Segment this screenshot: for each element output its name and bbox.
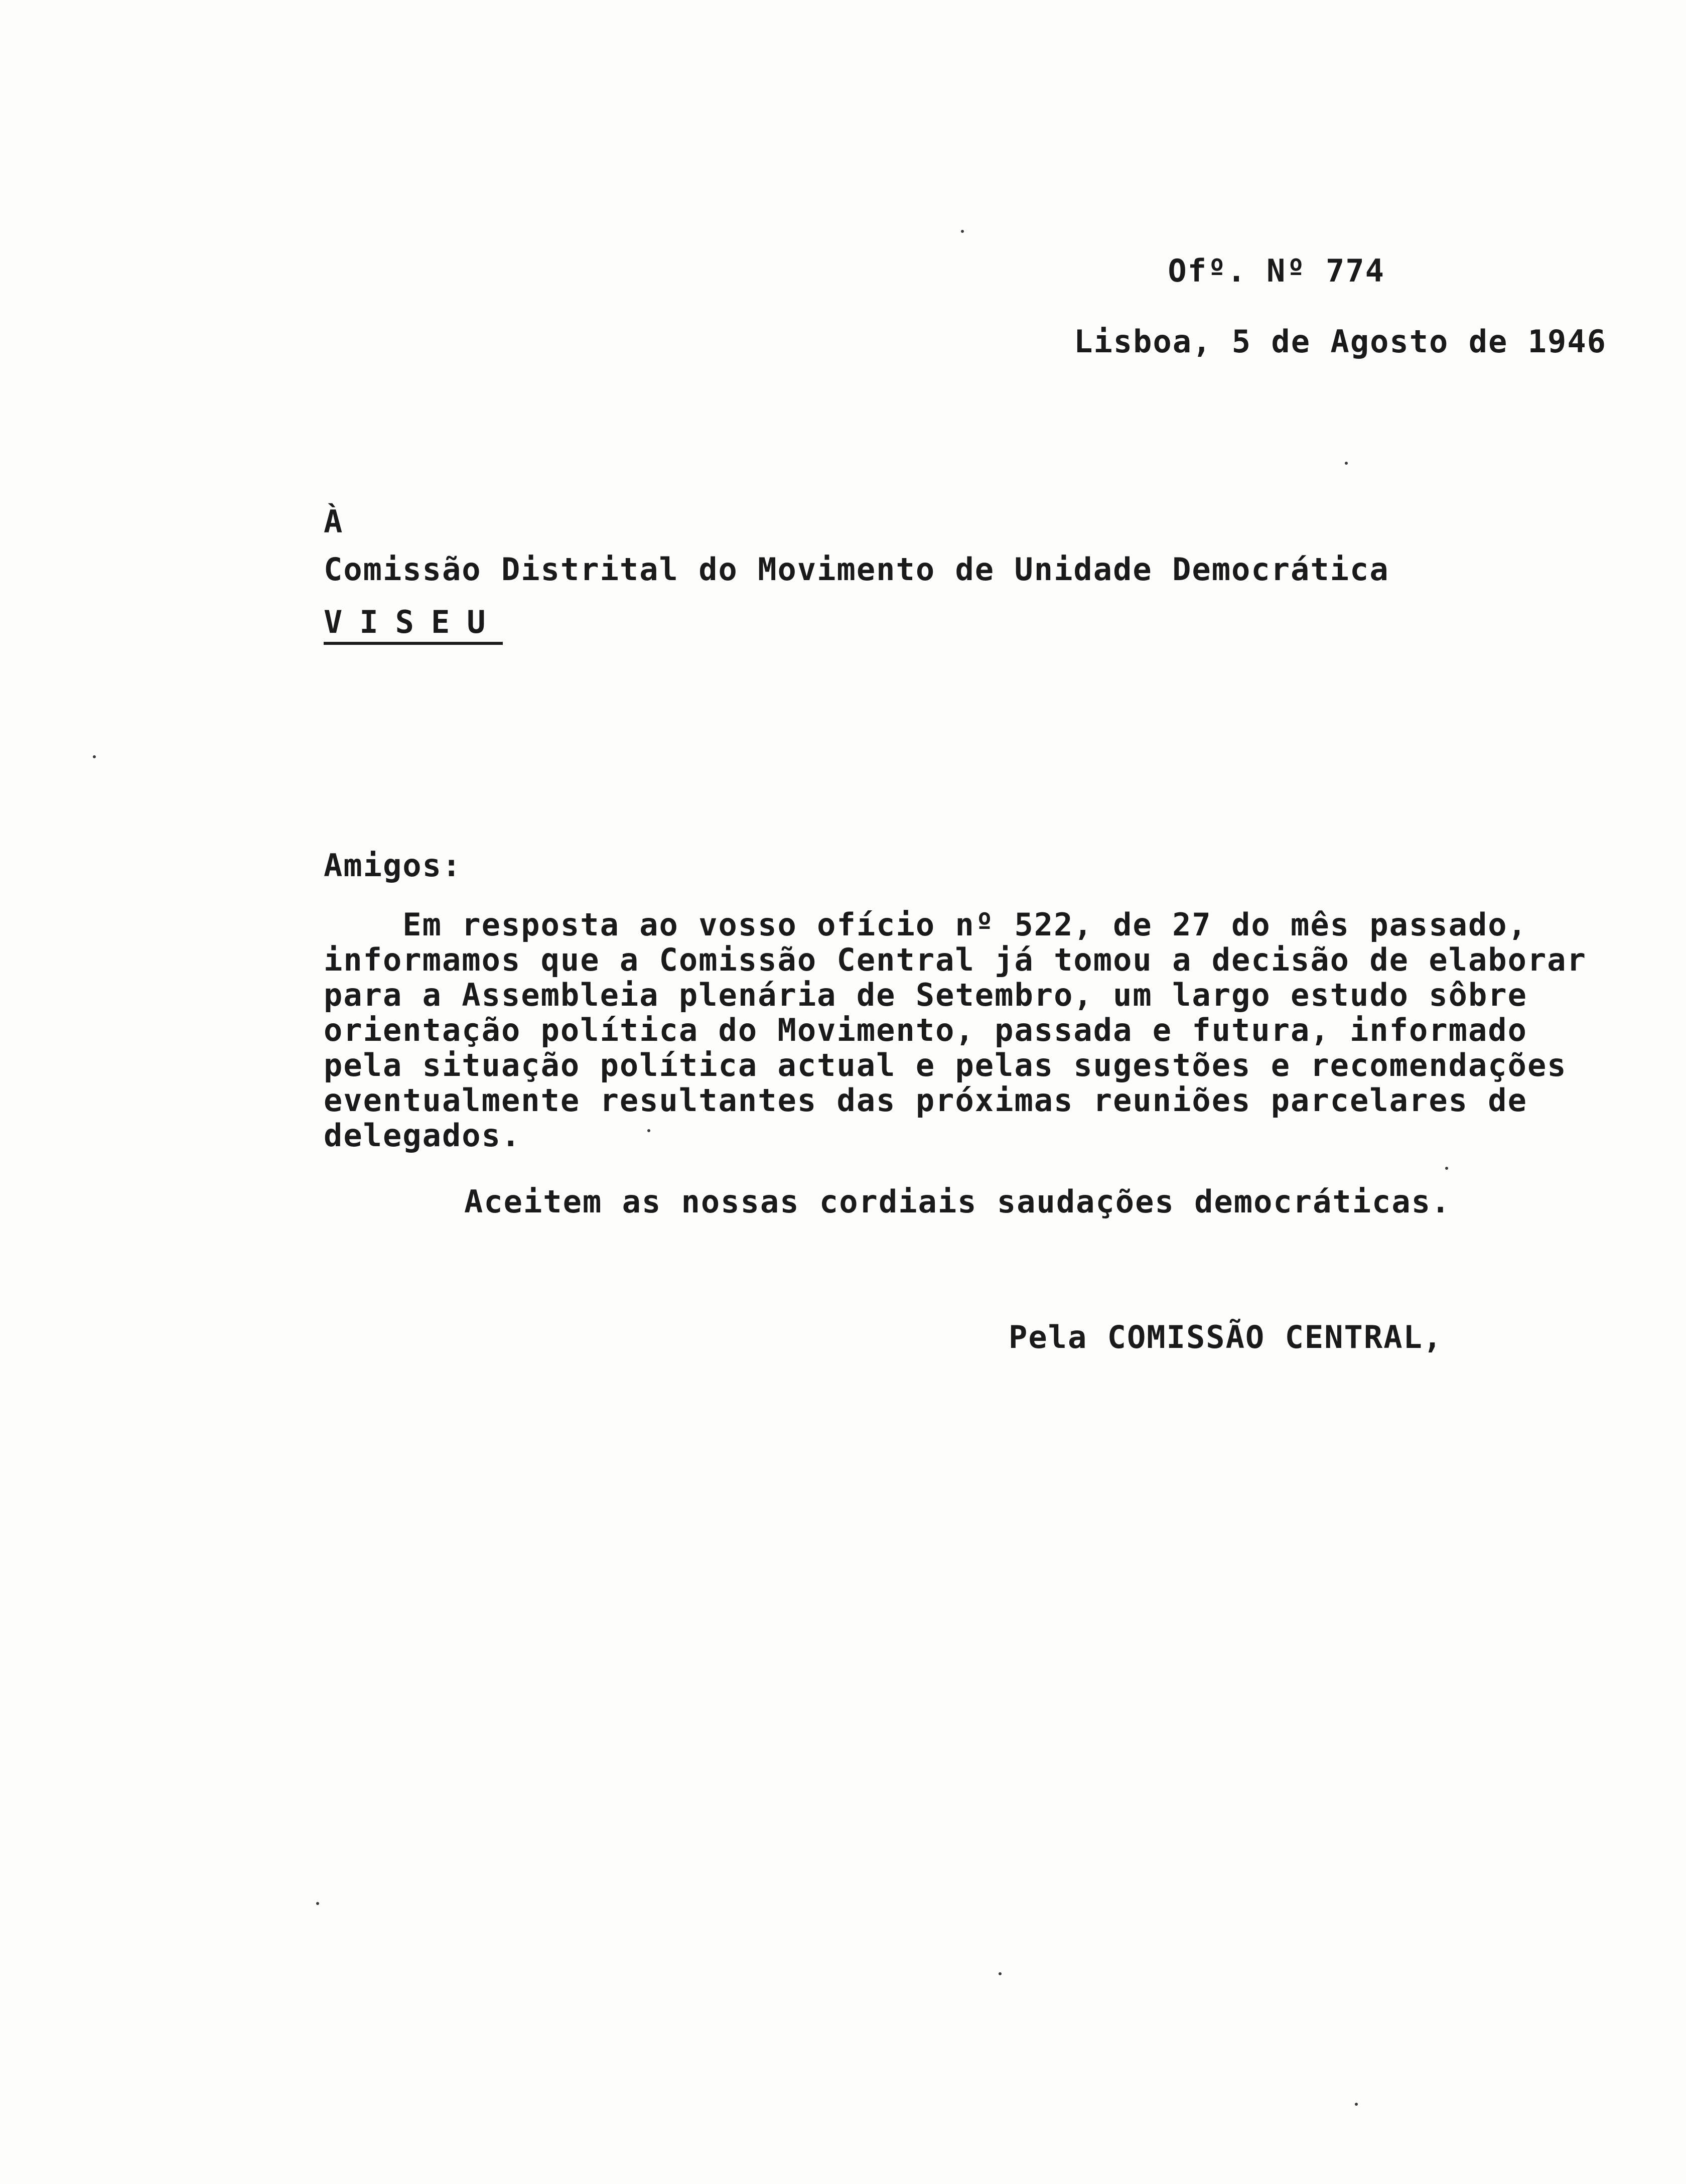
body-line: Em resposta ao vosso ofício nº 522, de 27 do mês passado, bbox=[324, 906, 1527, 943]
scan-speck bbox=[999, 1972, 1002, 1975]
body-line: para a Assembleia plenária de Setembro, um largo estudo sôbre bbox=[324, 977, 1527, 1013]
body-line: informamos que a Comissão Central já tomou a decisão de elaborar bbox=[324, 941, 1587, 978]
recipient-city: VISEU bbox=[324, 605, 503, 645]
scan-speck bbox=[647, 1129, 650, 1132]
scan-speck bbox=[961, 230, 964, 233]
letter-body bbox=[324, 907, 1608, 1153]
reference-number: Ofº. Nº 774 bbox=[1168, 252, 1385, 289]
body-line: pela situação política actual e pelas sugestões e recomendações bbox=[324, 1047, 1567, 1083]
body-line: eventualmente resultantes das próximas reuniões parcelares de bbox=[324, 1082, 1527, 1119]
scan-speck bbox=[1355, 2103, 1358, 2106]
scan-speck bbox=[316, 1902, 319, 1905]
body-line: orientação política do Movimento, passada e futura, informado bbox=[324, 1012, 1527, 1048]
body-line: delegados. bbox=[324, 1117, 521, 1154]
recipient-prefix: À bbox=[324, 503, 344, 540]
salutation: Amigos: bbox=[324, 847, 462, 884]
closing-line: Aceitem as nossas cordiais saudações democráticas. bbox=[464, 1183, 1451, 1220]
scan-speck bbox=[1345, 462, 1348, 465]
signature-line: Pela COMISSÃO CENTRAL, bbox=[1009, 1319, 1443, 1355]
scan-speck bbox=[93, 755, 96, 758]
recipient-name: Comissão Distrital do Movimento de Unidade Democrática bbox=[324, 551, 1389, 588]
scan-speck bbox=[1445, 1167, 1448, 1170]
letter-date: Lisboa, 5 de Agosto de 1946 bbox=[1074, 323, 1607, 360]
